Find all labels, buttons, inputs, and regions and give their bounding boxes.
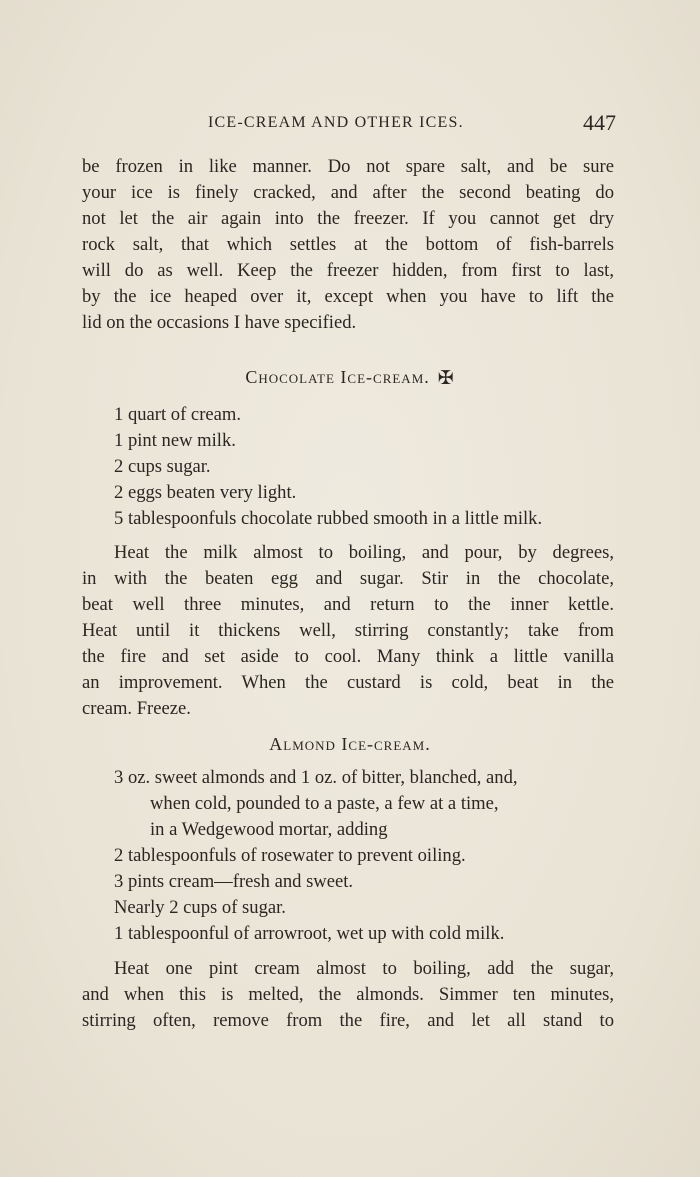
directions-almond <box>82 956 614 1034</box>
ingredient-item: 1 quart of cream. <box>114 404 241 425</box>
text-line: by the ice heaped over it, except when you have to lift the <box>82 286 614 307</box>
page-header <box>80 110 620 140</box>
recipe-title-chocolate <box>0 367 700 390</box>
maltese-cross-icon: ✠ <box>437 368 455 389</box>
ingredient-item: 1 pint new milk. <box>114 430 236 451</box>
text-line: cream. Freeze. <box>82 698 191 719</box>
running-head: ICE-CREAM AND OTHER ICES. <box>208 114 464 131</box>
text-line: lid on the occasions I have specified. <box>82 312 357 333</box>
ingredient-list-chocolate <box>114 402 542 532</box>
text-line: the fire and set aside to cool. Many think a little vanilla <box>82 646 614 667</box>
page-number: 447 <box>583 110 616 135</box>
ingredient-list-almond <box>114 765 518 947</box>
ingredient-item: Nearly 2 cups of sugar. <box>114 897 286 918</box>
text-line: not let the air again into the freezer. If you cannot get dry <box>82 208 614 229</box>
text-line: Heat the milk almost to boiling, and pour, by degrees, <box>114 542 614 563</box>
text-line: stirring often, remove from the fire, and let all stand to <box>82 1010 614 1031</box>
ingredient-item-continuation: when cold, pounded to a paste, a few at a time, <box>150 793 499 814</box>
ingredient-item: 5 tablespoonfuls chocolate rubbed smooth in a little milk. <box>114 508 543 529</box>
text-line: Heat one pint cream almost to boiling, add the sugar, <box>114 958 614 979</box>
text-line: an improvement. When the custard is cold, beat in the <box>82 672 614 693</box>
text-line: be frozen in like manner. Do not spare salt, and be sure <box>82 156 614 177</box>
text-line: Heat until it thickens well, stirring constantly; take from <box>82 620 614 641</box>
recipe-title-almond <box>0 734 700 755</box>
recipe-title-text: Almond Ice-cream. <box>269 734 431 754</box>
text-line: beat well three minutes, and return to the inner kettle. <box>82 594 614 615</box>
ingredient-item: 1 tablespoonful of arrowroot, wet up with cold milk. <box>114 923 505 944</box>
directions-chocolate <box>82 540 614 722</box>
text-line: in with the beaten egg and sugar. Stir in the chocolate, <box>82 568 614 589</box>
ingredient-item: 2 tablespoonfuls of rosewater to prevent oiling. <box>114 845 466 866</box>
ingredient-item: 3 pints cream—fresh and sweet. <box>114 871 354 892</box>
ingredient-item: 3 oz. sweet almonds and 1 oz. of bitter, blanched, and, <box>114 767 518 788</box>
text-line: and when this is melted, the almonds. Simmer ten minutes, <box>82 984 614 1005</box>
ingredient-item: 2 eggs beaten very light. <box>114 482 297 503</box>
ingredient-item-continuation: in a Wedgewood mortar, adding <box>150 819 388 840</box>
intro-paragraph <box>82 154 614 336</box>
ingredient-item: 2 cups sugar. <box>114 456 211 477</box>
text-line: will do as well. Keep the freezer hidden, from first to last, <box>82 260 614 281</box>
recipe-title-text: Chocolate Ice-cream. <box>245 367 430 387</box>
text-line: your ice is finely cracked, and after the second beating do <box>82 182 614 203</box>
text-line: rock salt, that which settles at the bottom of fish-barrels <box>82 234 614 255</box>
